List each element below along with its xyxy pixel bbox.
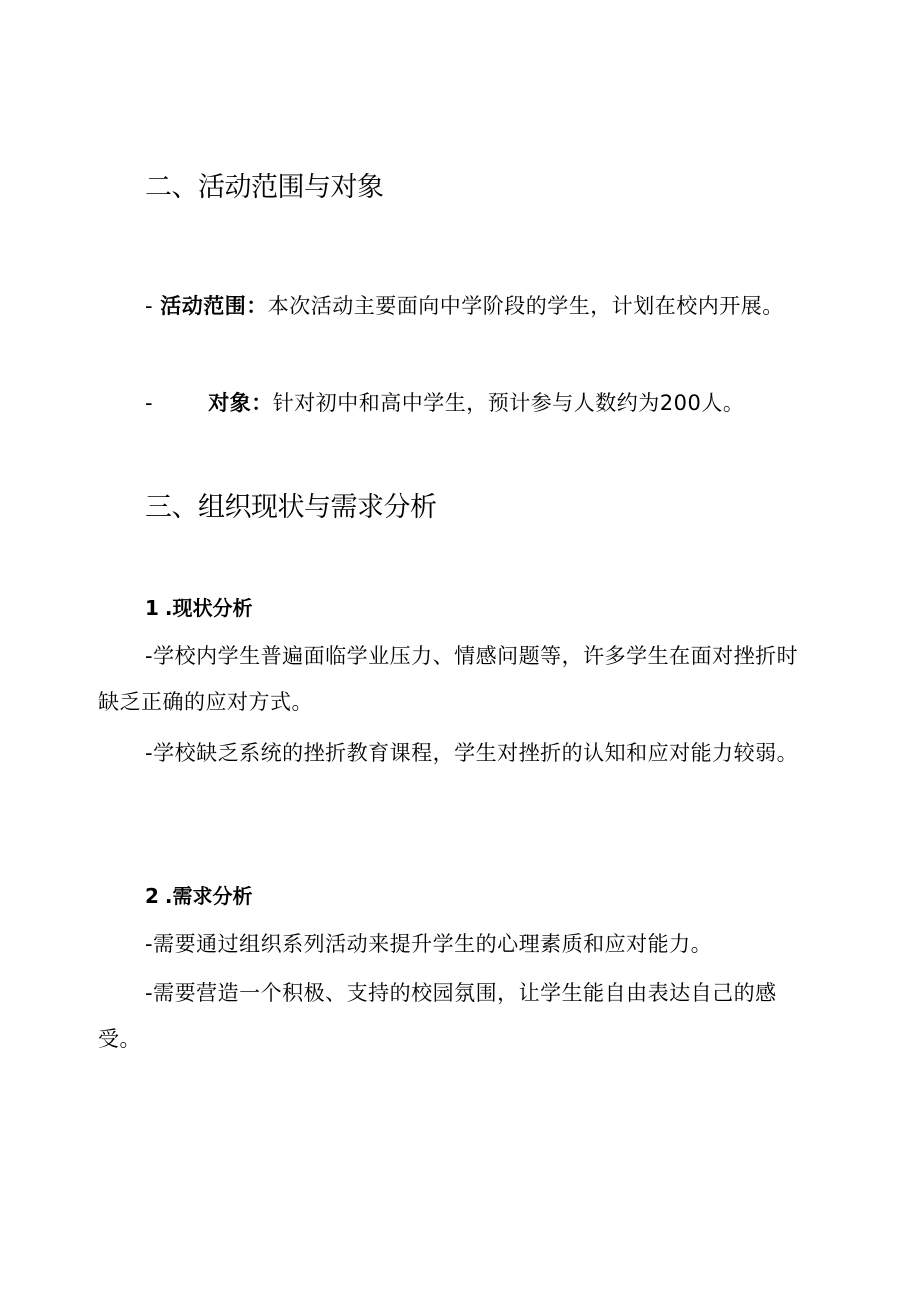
section-heading-scope: 二、活动范围与对象 — [145, 172, 384, 203]
subheading-needs — [145, 880, 860, 912]
subheading-title: .需求分析 — [164, 884, 253, 908]
scope-item-target — [98, 380, 813, 426]
item-dash: - — [145, 391, 154, 415]
section-heading-analysis: 三、组织现状与需求分析 — [145, 492, 437, 523]
item-text: 本次活动主要面向中学阶段的学生，计划在校内开展。 — [267, 294, 784, 318]
scope-item-range — [98, 283, 813, 329]
item-dash: - — [145, 294, 154, 318]
item-label: 活动范围： — [160, 294, 268, 318]
current-item-1: -学校内学生普遍面临学业压力、情感问题等，许多学生在面对挫折时缺乏正确的应对方式。 — [98, 644, 799, 714]
item-text: 针对初中和高中学生，预计参与人数约为200人。 — [272, 391, 745, 415]
subheading-number: 2 — [145, 884, 159, 908]
current-item-2: -学校缺乏系统的挫折教育课程，学生对挫折的认知和应对能力较弱。 — [145, 741, 799, 765]
item-label: 对象： — [208, 391, 273, 415]
subheading-title: .现状分析 — [164, 596, 253, 620]
subheading-number: 1 — [145, 596, 159, 620]
needs-item-1: -需要通过组织系列活动来提升学生的心理素质和应对能力。 — [145, 932, 713, 956]
subheading-current — [145, 592, 860, 624]
needs-item-2: -需要营造一个积极、支持的校园氛围，让学生能自由表达自己的感受。 — [98, 981, 777, 1051]
